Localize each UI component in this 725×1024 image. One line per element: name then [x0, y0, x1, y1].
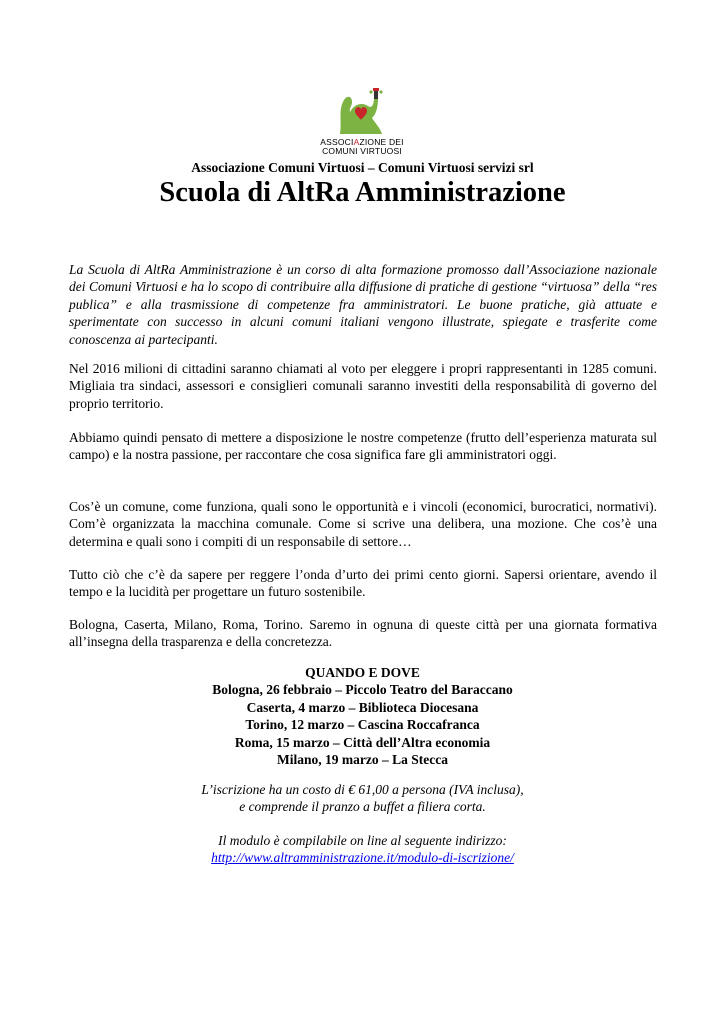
schedule-item: Torino, 12 marzo – Cascina Roccafranca [245, 717, 480, 733]
fee-line: e comprende il pranzo a buffet a filiera corta. [239, 799, 486, 815]
registration-link[interactable]: http://www.altramministrazione.it/modulo-di-iscrizione/ [211, 850, 514, 866]
paragraph-topics: Cos’è un comune, come funziona, quali sono le opportunità e i vincoli (economici, burocratici, normativi). Com’è organizzata la macchina comunale. Come si scrive una delibera, una mozione. Che cos’è una determina e quali sono i compiti di un responsabile di settore… [69, 499, 657, 549]
paragraph-elections: Nel 2016 milioni di cittadini saranno chiamati al voto per eleggere i propri rappresentanti in 1285 comuni. Migliaia tra sindaci, assessori e consiglieri comunali saranno investiti della responsabilità di governo del proprio territorio. [69, 361, 657, 411]
fee-block [0, 781, 725, 816]
schedule-heading: QUANDO E DOVE [305, 665, 420, 680]
paragraph-competences: Abbiamo quindi pensato di mettere a disposizione le nostre competenze (frutto dell’esperienza maturata sul campo) e la nostra passione, per raccontare che cosa significa fare gli amministratori oggi. [69, 430, 657, 463]
schedule-item: Milano, 19 marzo – La Stecca [277, 752, 448, 768]
logo-text-line1: ASSOCIAZIONE DEI [320, 137, 404, 147]
association-logo [306, 84, 418, 158]
page-title: Scuola di AltRa Amministrazione [159, 177, 566, 208]
logo-text-line2: COMUNI VIRTUOSI [322, 146, 402, 156]
schedule-item: Caserta, 4 marzo – Biblioteca Diocesana [246, 699, 479, 715]
paragraph-first-days: Tutto ciò che c’è da sapere per reggere l’onda d’urto dei primi cento giorni. Sapersi orientare, avendo il tempo e la lucidità per progettare un futuro sostenibile. [69, 567, 657, 600]
virtuous-municipalities-logo-icon [334, 84, 390, 136]
organization-subtitle: Associazione Comuni Virtuosi – Comuni Virtuosi servizi srl [191, 160, 534, 175]
schedule-block [0, 664, 725, 768]
registration-block [0, 832, 725, 867]
fee-line: L’iscrizione ha un costo di € 61,00 a persona (IVA inclusa), [201, 782, 524, 797]
registration-text: Il modulo è compilabile on line al seguente indirizzo: [218, 833, 507, 848]
intro-paragraph: La Scuola di AltRa Amministrazione è un corso di alta formazione promosso dall’Associazione nazionale dei Comuni Virtuosi e ha lo scopo di contribuire alla diffusione di pratiche di gestione “virtuosa” della “res publica” e alla trasmissione di competenze fra amministratori. Le buone pratiche, già attuate e sperimentate con successo in alcuni comuni italiani vengono illustrate, spiegate e trasferite come conoscenza ai partecipanti. [69, 262, 657, 347]
schedule-item: Roma, 15 marzo – Città dell’Altra economia [234, 734, 491, 750]
schedule-item: Bologna, 26 febbraio – Piccolo Teatro del Baraccano [212, 682, 513, 698]
paragraph-cities: Bologna, Caserta, Milano, Roma, Torino. Saremo in ognuna di queste città per una giornata formativa all’insegna della trasparenza e della concretezza. [69, 617, 657, 650]
